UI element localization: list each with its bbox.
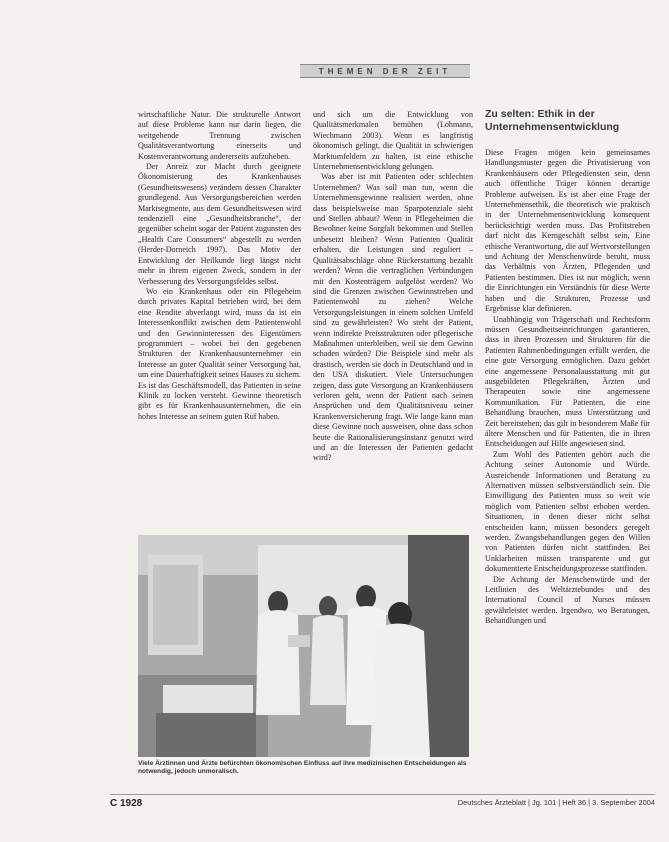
sidebar-title: Zu selten: Ethik in der Unternehmensentwicklung xyxy=(485,108,620,133)
paragraph: Zum Wohl des Patienten gehört auch die Achtung seiner Autonomie und Würde. Ausreichende Informationen und Beratung zu Alternativen müssen selbstverständlich sein. Die Einwilligung des Patienten muss so weit wie möglich vom Patienten selbst erhoben werden. Situationen, in denen dieser nicht selbst entscheiden kann, müssen besonders geregelt werden. Zwangsbehandlungen gegen den Willen von Patienten dürfen nicht stattfinden. Bei Unklarheiten müssen transparente und gut dokumentierte Entscheidungsprozesse stattfinden. xyxy=(485,449,650,574)
paragraph: Die Achtung der Menschenwürde und der Leitlinien des Weltärztebundes und des International Council of Nurses müssen gewährleistet werden. Irgendwo, wo Beratungen, Behandlungen und xyxy=(485,574,650,626)
photo-ward-scene-icon xyxy=(138,535,469,757)
article-photo xyxy=(138,535,469,757)
caption-text: Viele Ärztinnen und Ärzte befürchten ökonomischen Einfluss auf ihre medizinischen Entscheidungen als notwendig, jedoch unmoralisch. xyxy=(138,760,467,775)
paragraph: Der Anreiz zur Macht durch geeignete Ökonomisierung des Krankenhauses (Gesundheitswesens) verändern dessen Charakter grundlegend. Aus Versorgungsbereichen werden Marktsegmente, aus dem Gesundheitswesen wird tendenziell eine „Gesundheitsbranche“, der gegenüber scheint sogar der Patient zugunsten des „Health Care Consumers“ abgestellt zu werden (Herder-Dorneich 1997). Das Motiv der Entwicklung der Heilkunde liegt längst nicht mehr in ihrem eigenen Zweck, sondern in der Verbesserung des Versorgungsfeldes selbst. xyxy=(138,162,301,286)
paragraph: Unabhängig von Trägerschaft und Rechtsform müssen Gesundheitseinrichtungen garantieren, dass in ihren Prozessen und Strukturen für die Patienten Rahmenbedingungen erfüllt werden, die eine gute Versorgung ermöglichen. Dazu gehört eine angemessene Personalausstattung mit gut ausgebildeten Pflegekräften, Ärzten und Therapeuten sowie eine angemessene Kommunikation. Für Patienten, die eine Behandlung brauchen, muss Unterstützung und Zeit bereitstehen; das gilt in besonderem Maße für ältere Menschen und für Patienten, die in ihren Entscheidungen auf Hilfe angewiesen sind. xyxy=(485,314,650,449)
text-column-2 xyxy=(313,110,473,530)
paragraph: und sich um die Entwicklung von Qualitätsmerkmalen bemühen (Lohmann, Wiechmann 2003). Wenn es langfristig ökonomisch gelingt, die Qualität in schwierigen Marktumfeldern zu halten, ist eine ethische Unternehmensentwicklung gelungen. xyxy=(313,110,473,172)
section-band: THEMEN DER ZEIT xyxy=(300,64,470,78)
paragraph: Diese Fragen mögen kein gemeinsames Handlungsmuster gegen die Privatisierung von Krankenhäusern oder Pflegediensten sein, denn auch öffentliche Träger können derartige Probleme aufweisen. Es ist aber eine Frage der Unternehmensethik, die theoretisch wie praktisch in der Unternehmensentwicklung konsequent berücksichtigt werden muss. Das Profitstreben darf nicht das Kerngeschäft selbst sein, Eine ethische Verantwortung, die auf Wertvorstellungen und Achtung der Menschenwürde beruht, muss das Verhältnis von Ärzten, Pflegenden und Patienten bestimmen. Dies ist nur möglich, wenn die Einrichtungen ein Verständnis für diese Werte haben und die Strukturen, Prozesse und Ergebnisse klar definieren. xyxy=(485,148,650,314)
photo-caption xyxy=(138,760,473,776)
paragraph: Wo ein Krankenhaus oder ein Pflegeheim durch privates Kapital betrieben wird, bei dem eine Rendite abverlangt wird, muss da ist ein Interessenkonflikt zwischen dem Patientenwohl und den Gewinninteressen des Eigentümers programmiert – wobei bei den gegebenen Strukturen der Krankenhausunternehmer ein Interesse an guter Qualität seiner Versorgung hat, um eine Dauerhaftigkeit seines Hauses zu sichern. Es ist das Geschäftsmodell, das Patienten in seine Klinik zu locken versteht. Gewinne theoretisch gibt es für Krankenhausunternehmen, die ein hohes Interesse an seinem guten Ruf haben. xyxy=(138,286,301,421)
text-column-1 xyxy=(138,110,301,530)
text-column-3 xyxy=(485,148,650,758)
footer-rule xyxy=(110,794,655,795)
page-number: C 1928 xyxy=(110,798,143,809)
paragraph: Was aber ist mit Patienten oder schlechten Unternehmen? Was soll man tun, wenn die Unternehmensgewinne realisiert werden, ohne dass beispielsweise man Sparpotenziale sieht und Stellen abbaut? Wenn in Pflegeheimen die Bewohner keine Sorgfalt bekommen und Stellen unbesetzt bleiben? Wenn Patienten Qualität erhalten, die Leistungen sind reguliert – Qualitätsabschläge ohne Rückerstattung bezahlt werden? Wenn die vertraglichen Verbindungen mit den Kostenträgern aufgelöst werden? Wo sind die Grenzen zwischen Gewinnstreben und Patientenwohl zu ziehen? Welche Versorgungsleistungen in einem solchen Umfeld sind zu gewährleisten? Wo steht der Patient, wenn indirekte Preisstrukturen oder pflegerische Maßnahmen unterbleiben, weil sie dem Gewinn schaden würden? Die Beispiele sind mehr als drastisch, werden sie doch in Deutschland und in den USA diskutiert. Viele Untersuchungen zeigen, dass gute Versorgung an Krankenhäusern verloren geht, wenn der Patient nach seinen Ansprüchen und dem Qualitätsniveau seiner Krankenversicherung fragt. Wie lange kann man diese Gewinne noch ausweisen, ohne dass schon heute die Rationalisierungsinstanz genutzt wird und an die Interessen der Patienten gedacht wird? xyxy=(313,172,473,463)
journal-footer: Deutsches Ärzteblatt | Jg. 101 | Heft 36 | 3. September 2004 xyxy=(457,798,655,807)
paragraph: wirtschaftliche Natur. Die strukturelle Antwort auf diese Probleme kann nur darin liegen, die weitgehende Trennung zwischen Qualitätsverantwortung einerseits und Kostenverantwortung andererseits aufzuheben. xyxy=(138,110,301,161)
